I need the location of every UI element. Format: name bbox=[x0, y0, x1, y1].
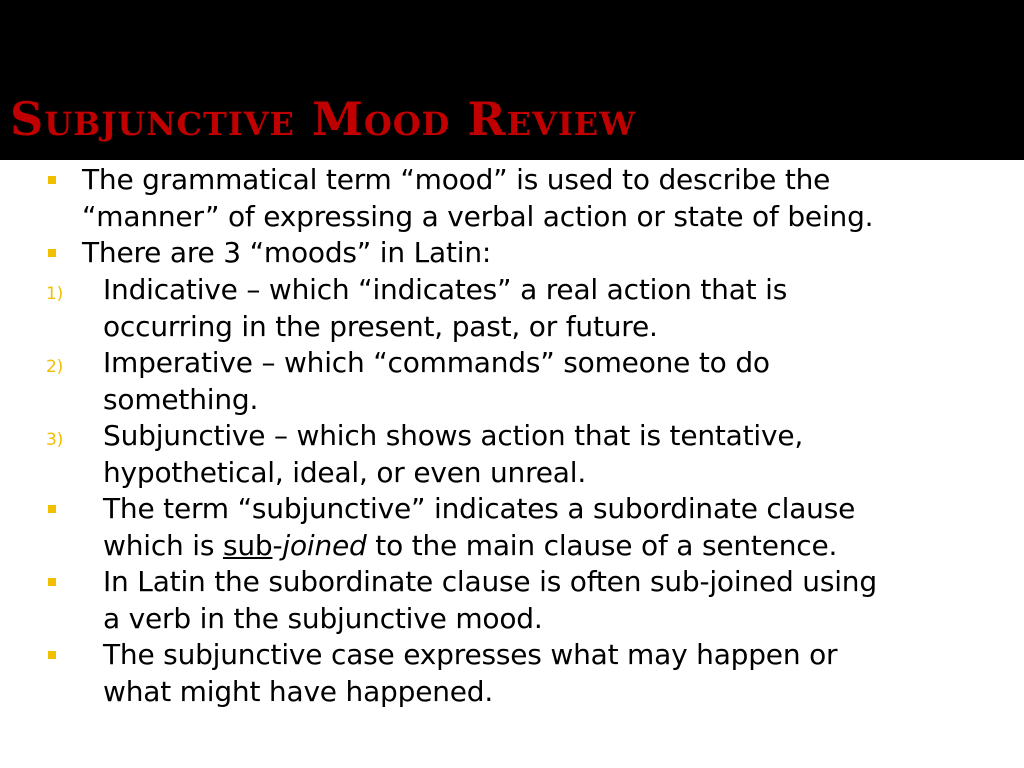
bullet-line: a verb in the subjunctive mood. bbox=[103, 601, 543, 635]
list-number: 2) bbox=[46, 357, 64, 377]
numbered-line: Imperative – which “commands” someone to do bbox=[103, 346, 770, 379]
bullet-line-mixed bbox=[103, 528, 855, 565]
list-number: 1) bbox=[46, 284, 64, 304]
text-run: to the main clause of a sentence. bbox=[366, 528, 838, 562]
numbered-line: hypothetical, ideal, or even unreal. bbox=[103, 455, 587, 489]
bullet-line: There are 3 “moods” in Latin: bbox=[82, 236, 492, 269]
square-bullet-icon bbox=[48, 249, 56, 257]
square-bullet-icon bbox=[48, 578, 56, 586]
numbered-line: occurring in the present, past, or future. bbox=[103, 309, 658, 343]
underlined-text: sub bbox=[222, 528, 273, 562]
bullet-line: The subjunctive case expresses what may happen or bbox=[103, 638, 838, 671]
bullet-line: The term “subjunctive” indicates a subordinate clause bbox=[103, 492, 856, 525]
square-bullet-icon bbox=[48, 176, 56, 184]
slide-title: Subjunctive Mood Review bbox=[10, 92, 637, 146]
numbered-line: something. bbox=[103, 382, 259, 416]
bullet-line: In Latin the subordinate clause is often sub-joined using bbox=[103, 565, 877, 598]
bullet-line: “manner” of expressing a verbal action or state of being. bbox=[82, 199, 874, 233]
title-bar bbox=[0, 0, 1024, 160]
text-run: which is bbox=[103, 528, 223, 562]
list-number: 3) bbox=[46, 430, 64, 450]
bullet-line: The grammatical term “mood” is used to describe the bbox=[82, 163, 831, 196]
text-run: - bbox=[272, 528, 283, 562]
square-bullet-icon bbox=[48, 505, 56, 513]
square-bullet-icon bbox=[48, 651, 56, 659]
italic-text: joined bbox=[282, 528, 367, 562]
bullet-line: what might have happened. bbox=[103, 674, 494, 708]
numbered-line: Indicative – which “indicates” a real action that is bbox=[103, 273, 788, 306]
numbered-line: Subjunctive – which shows action that is tentative, bbox=[103, 419, 804, 452]
